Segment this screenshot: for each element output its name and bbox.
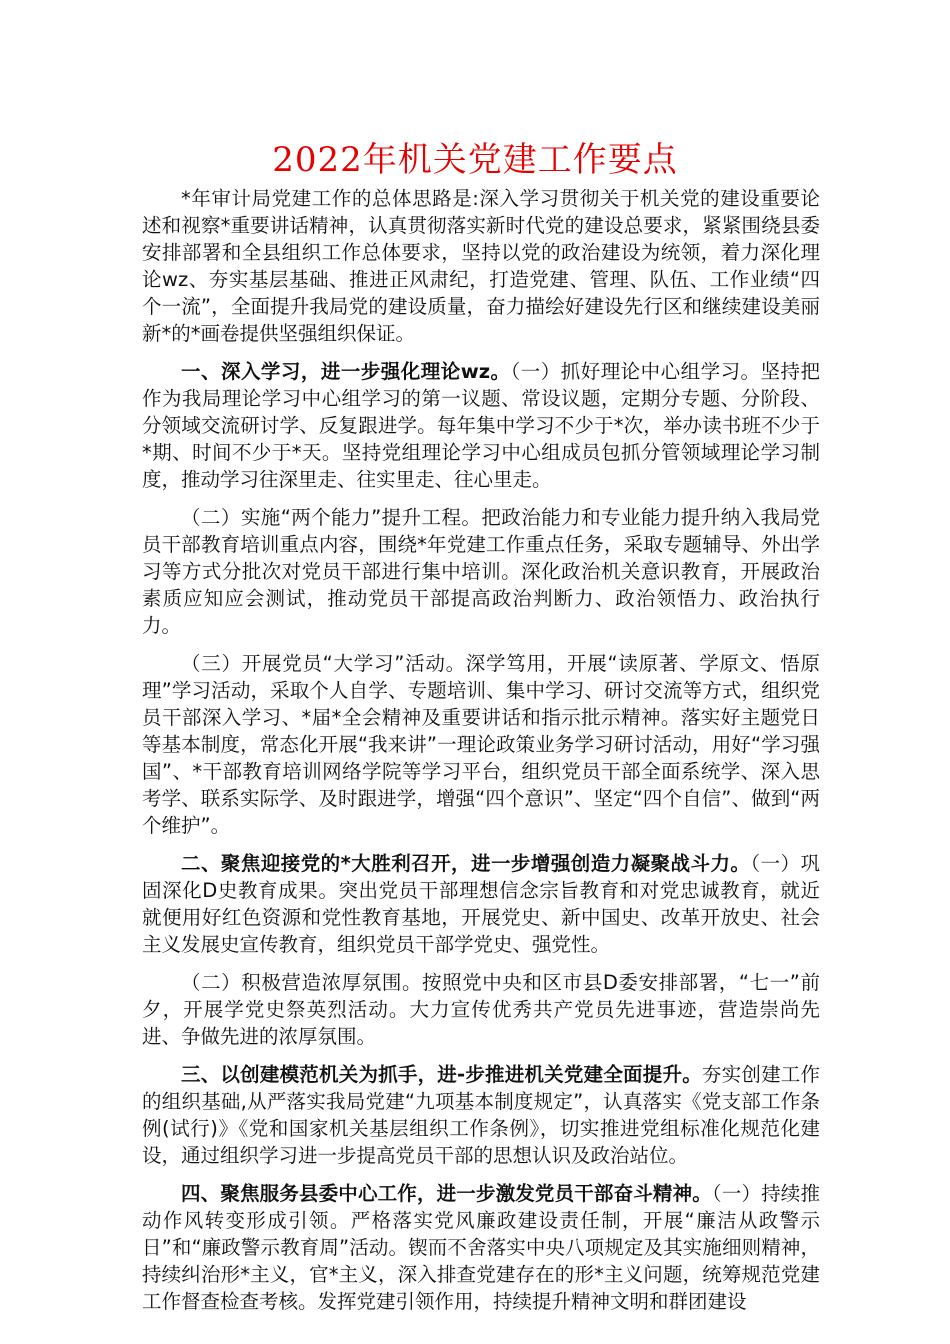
paragraph-text: （一）持续推动作风转变形成引领。严格落实党风廉政建设责任制，开展“廉洁从政警示日”和“廉政警示教育周”活动。锲而不舍落实中央八项规定及其实施细则精神，持续纠治形*主义，官*主义，深入排查党建存在的形*主义问题，统筹规范党建工作督查检查考核。发挥党建引领作用，持续提升精神文明和群团建设 [142, 1182, 820, 1313]
paragraph-section-4 [142, 1180, 820, 1315]
section-heading: 一、深入学习，进一步强化理论wz。 [181, 360, 511, 383]
paragraph-intro [142, 185, 820, 347]
section-heading: 四、聚焦服务县委中心工作，进一步激发党员干部奋斗精神。 [181, 1182, 712, 1205]
document-body [142, 185, 820, 1326]
paragraph-section-1-2 [142, 504, 820, 639]
paragraph-text: *年审计局党建工作的总体思路是:深入学习贯彻关于机关党的建设重要论述和视察*重要讲话精神，认真贯彻落实新时代党的建设总要求，紧紧围绕县委安排部署和全县组织工作总体要求，坚持以党的政治建设为统领，着力深化理论wz、夯实基层基础、推进正风肃纪，打造党建、管理、队伍、工作业绩“四个一流”，全面提升我局党的建设质量，奋力描绘好建设先行区和继续建设美丽新*的*画卷提供坚强组织保证。 [142, 187, 820, 345]
paragraph-text: （三）开展党员“大学习”活动。深学笃用，开展“读原著、学原文、悟原理”学习活动，采取个人自学、专题培训、集中学习、研讨交流等方式，组织党员干部深入学习、*届*全会精神及重要讲话和指示批示精神。落实好主题党日等基本制度，常态化开展“我来讲”一理论政策业务学习研讨活动，用好“学习强国”、*干部教育培训网络学院等学习平台，组织党员干部全面系统学、深入思考学、联系实际学、及时跟进学，增强“四个意识”、坚定“四个自信”、做到“两个维护”。 [142, 652, 820, 837]
paragraph-text: 夯实创建工作的组织基础,从严落实我局党建“九项基本制度规定”，认真落实《党支部工作条例(试行)》《党和国家机关基层组织工作条例》，切实推进党组标准化规范化建设，通过组织学习进一步提高党员干部的思想认识及政治站位。 [142, 1063, 820, 1167]
section-heading: 二、聚焦迎接党的*大胜利召开，进一步增强创造力凝聚战斗力。 [181, 852, 751, 875]
paragraph-text: （一）巩固深化D史教育成果。突出党员干部理想信念宗旨教育和对党忠诚教育，就近就便用好红色资源和党性教育基地，开展党史、新中国史、改革开放史、社会主义发展史宣传教育，组织党员干部学党史、强党性。 [142, 852, 820, 956]
paragraph-text: （一）抓好理论中心组学习。坚持把作为我局理论学习中心组学习的第一议题、常设议题，定期分专题、分阶段、分领域交流研讨学、反复跟进学。每年集中学习不少于*次，举办读书班不少于*期、时间不少于*天。坚持党组理论学习中心组成员包抓分管领域理论学习制度，推动学习往深里走、往实里走、往心里走。 [142, 360, 820, 491]
paragraph-text: （二）实施“两个能力”提升工程。把政治能力和专业能力提升纳入我局党员干部教育培训重点内容，围绕*年党建工作重点任务，采取专题辅导、外出学习等方式分批次对党员干部进行集中培训。深化政治机关意识教育，开展政治素质应知应会测试，推动党员干部提高政治判断力、政治领悟力、政治执行力。 [142, 506, 820, 637]
paragraph-section-3 [142, 1061, 820, 1169]
paragraph-text: （二）积极营造浓厚氛围。按照党中央和区市县D委安排部署，“七一”前夕，开展学党史祭英烈活动。大力宣传优秀共产党员先进事迹，营造崇尚先进、争做先进的浓厚氛围。 [142, 971, 820, 1048]
document-title: 2022年机关党建工作要点 [272, 140, 678, 180]
section-heading: 三、以创建模范机关为抓手，进-步推进机关党建全面提升。 [181, 1063, 702, 1086]
paragraph-section-2 [142, 850, 820, 958]
paragraph-section-1 [142, 358, 820, 493]
paragraph-section-2-2 [142, 969, 820, 1050]
paragraph-section-1-3 [142, 650, 820, 839]
